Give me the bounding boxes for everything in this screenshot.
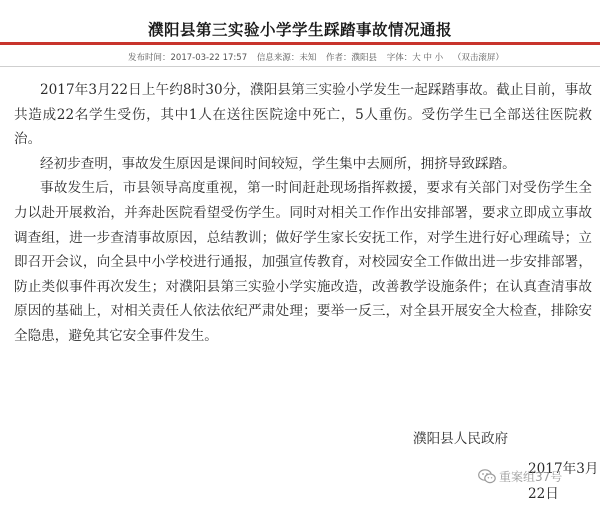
author: 作者：濮阳县	[326, 53, 378, 63]
scroll-toggle[interactable]: （双击滚屏）	[452, 53, 504, 63]
paragraph-2: 经初步查明，事故发生原因是课间时间较短，学生集中去厕所，拥挤导致踩踏。	[40, 155, 516, 172]
wechat-logo-icon	[478, 469, 496, 484]
watermark	[478, 468, 562, 485]
issue-date-line1: 2017年3月	[528, 461, 599, 477]
title-divider	[0, 42, 600, 45]
paragraph-1: 2017年3月22日上午约8时30分，濮阳县第三实验小学发生一起踩踏事故。截止目前，事故共造成22名学生受伤，其中1人在送往医院途中死亡，5人重伤。受伤学生已全部送往医院救治。	[14, 82, 592, 148]
article-body	[14, 78, 592, 349]
paragraph-3: 事故发生后，市县领导高度重视，第一时间赶赴现场指挥救援，要求有关部门对受伤学生全力以赴开展救治，并奔赴医院看望受伤学生。同时对相关工作作出安排部署，要求立即成立事故调查组，进一步查清事故原因，总结教训；做好学生家长安抚工作，对学生进行好心理疏导；立即召开会议，向全县中小学校进行通报，加强宣传教育，对校园安全工作做出进一步安排部署，防止类似事件再次发生；对濮阳县第三实验小学实施改造，改善教学设施条件；在认真查清事故原因的基础上，对相关责任人依法依纪严肃处理；要举一反三，对全县开展安全大检查，排除安全隐患，避免其它安全事件发生。	[14, 180, 592, 344]
document-title: 濮阳县第三实验小学学生踩踏事故情况通报	[147, 21, 452, 39]
watermark-text: 重案组37号	[499, 470, 563, 484]
publish-time: 发布时间：2017-03-22 17:57	[128, 53, 248, 63]
meta-divider	[0, 66, 600, 67]
issuer-signature: 濮阳县人民政府	[413, 431, 509, 447]
meta-bar	[128, 51, 511, 63]
info-source: 信息来源：未知	[256, 53, 317, 63]
issue-date-line2: 22日	[528, 486, 559, 502]
font-size-control[interactable]: 字体：大 中 小	[386, 53, 444, 63]
